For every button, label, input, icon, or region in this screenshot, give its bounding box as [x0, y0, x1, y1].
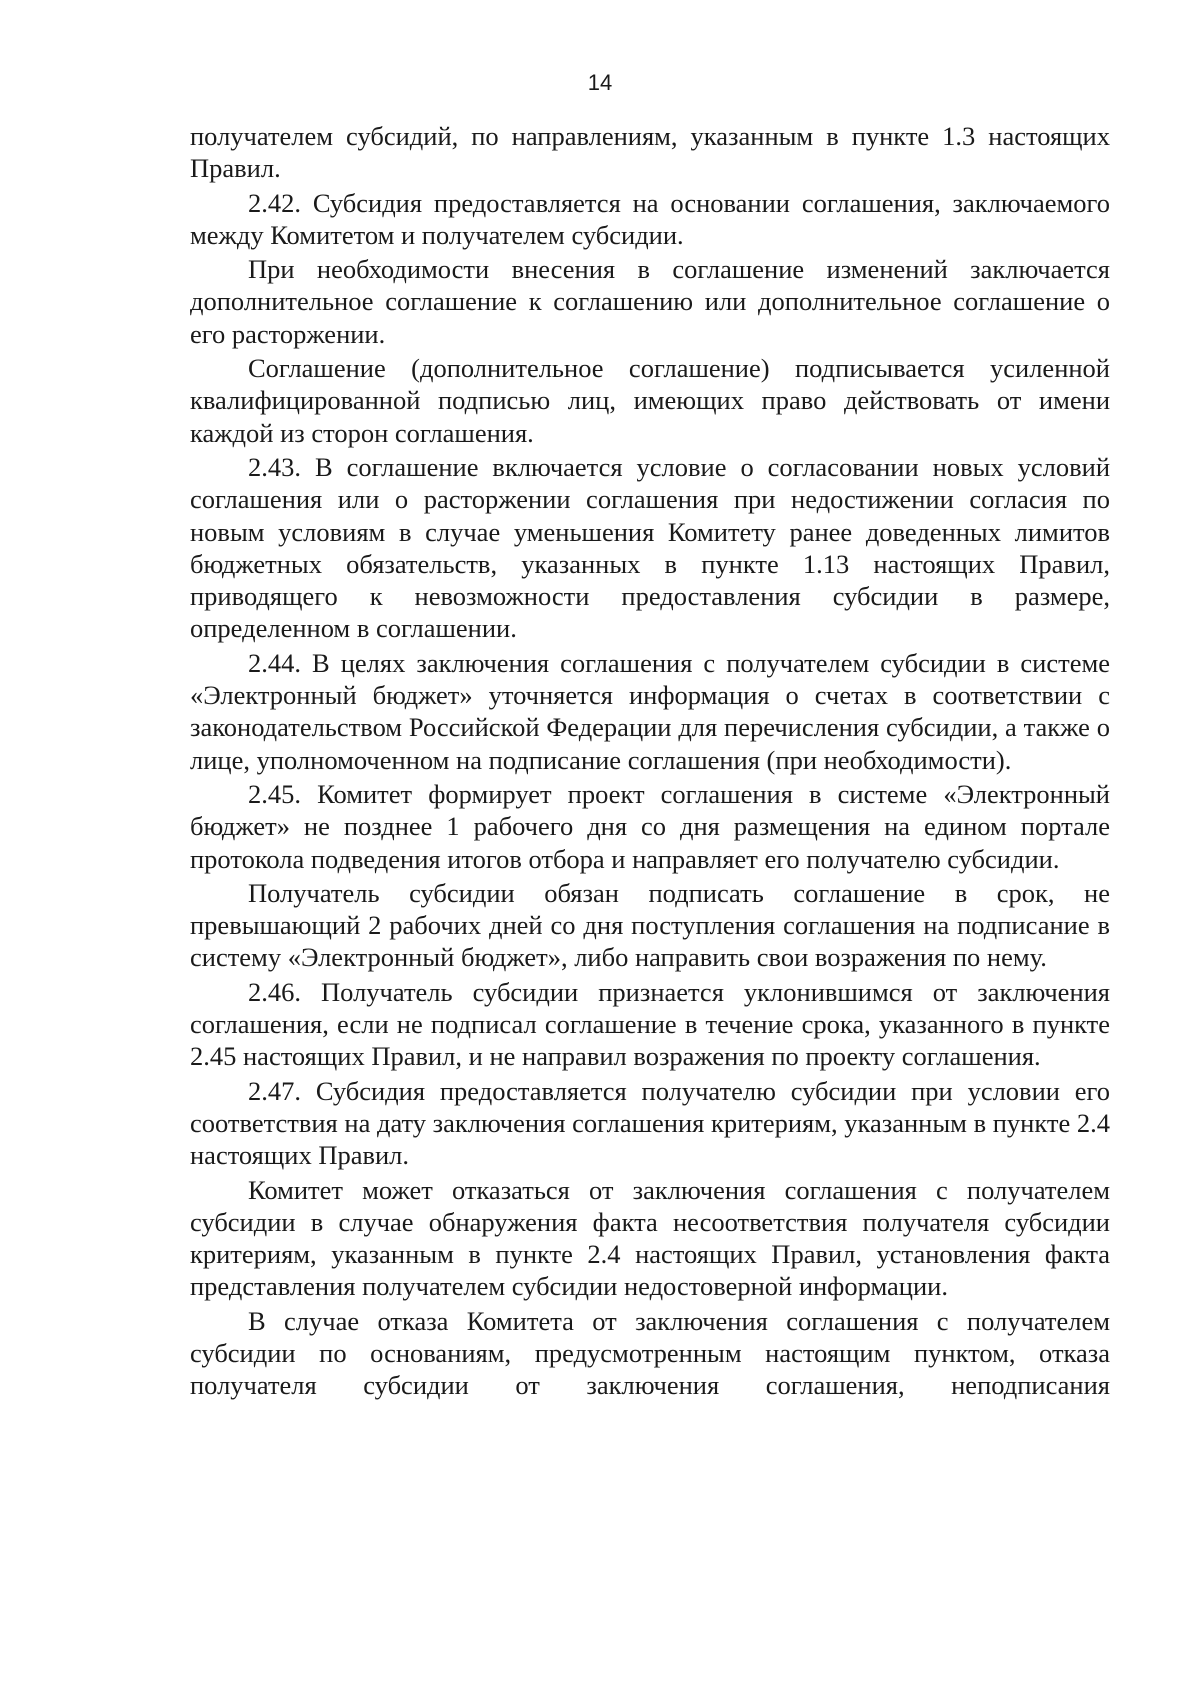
paragraph-2-47: 2.47. Субсидия предоставляется получателю субсидии при условии его соответствия на дату заключения соглашения критериям, указанным в пункте 2.4 настоящих Правил. — [190, 1075, 1110, 1171]
paragraph-recipient-obligation: Получатель субсидии обязан подписать соглашение в срок, не превышающий 2 рабочих дней со дня поступления соглашения на подписание в систему «Электронный бюджет», либо направить свои возражения по нему. — [190, 877, 1110, 973]
paragraph-2-46: 2.46. Получатель субсидии признается уклонившимся от заключения соглашения, если не подписал соглашение в течение срока, указанного в пункте 2.45 настоящих Правил, и не направил возражения по проекту соглашения. — [190, 976, 1110, 1072]
paragraph-amendments: При необходимости внесения в соглашение изменений заключается дополнительное соглашение к соглашению или дополнительное соглашение о его расторжении. — [190, 254, 1110, 349]
paragraph-2-42: 2.42. Субсидия предоставляется на основании соглашения, заключаемого между Комитетом и получателем субсидии. — [190, 187, 1110, 250]
page-number: 14 — [587, 70, 613, 95]
paragraph-refusal: Комитет может отказаться от заключения соглашения с получателем субсидии в случае обнаружения факта несоответствия получателя субсидии критериям, указанным в пункте 2.4 настоящих Правил, установления факта представления получателем субсидии недостоверной информации. — [190, 1174, 1110, 1302]
document-body — [190, 120, 1110, 1404]
paragraph-signature: Соглашение (дополнительное соглашение) подписывается усиленной квалифицированной подписью лиц, имеющих право действовать от имени каждой из сторон соглашения. — [190, 353, 1110, 448]
paragraph-refusal-cases: В случае отказа Комитета от заключения соглашения с получателем субсидии по основаниям, предусмотренным настоящим пунктом, отказа получателя субсидии от заключения соглашения, неподписания — [190, 1305, 1110, 1401]
paragraph-continuation: получателем субсидий, по направлениям, указанным в пункте 1.3 настоящих Правил. — [190, 121, 1110, 184]
paragraph-2-44: 2.44. В целях заключения соглашения с получателем субсидии в системе «Электронный бюджет» уточняется информация о счетах в соответствии с законодательством Российской Федерации для перечисления субсидии, а также о лице, уполномоченном на подписание соглашения (при необходимости). — [190, 647, 1110, 775]
paragraph-2-43: 2.43. В соглашение включается условие о согласовании новых условий соглашения или о расторжении соглашения при недостижении согласия по новым условиям в случае уменьшения Комитету ранее доведенных лимитов бюджетных обязательств, указанных в пункте 1.13 настоящих Правил, приводящего к невозможности предоставления субсидии в размере, определенном в соглашении. — [190, 451, 1110, 644]
paragraph-2-45: 2.45. Комитет формирует проект соглашения в системе «Электронный бюджет» не позднее 1 рабочего дня со дня размещения на едином портале протокола подведения итогов отбора и направляет его получателю субсидии. — [190, 778, 1110, 874]
